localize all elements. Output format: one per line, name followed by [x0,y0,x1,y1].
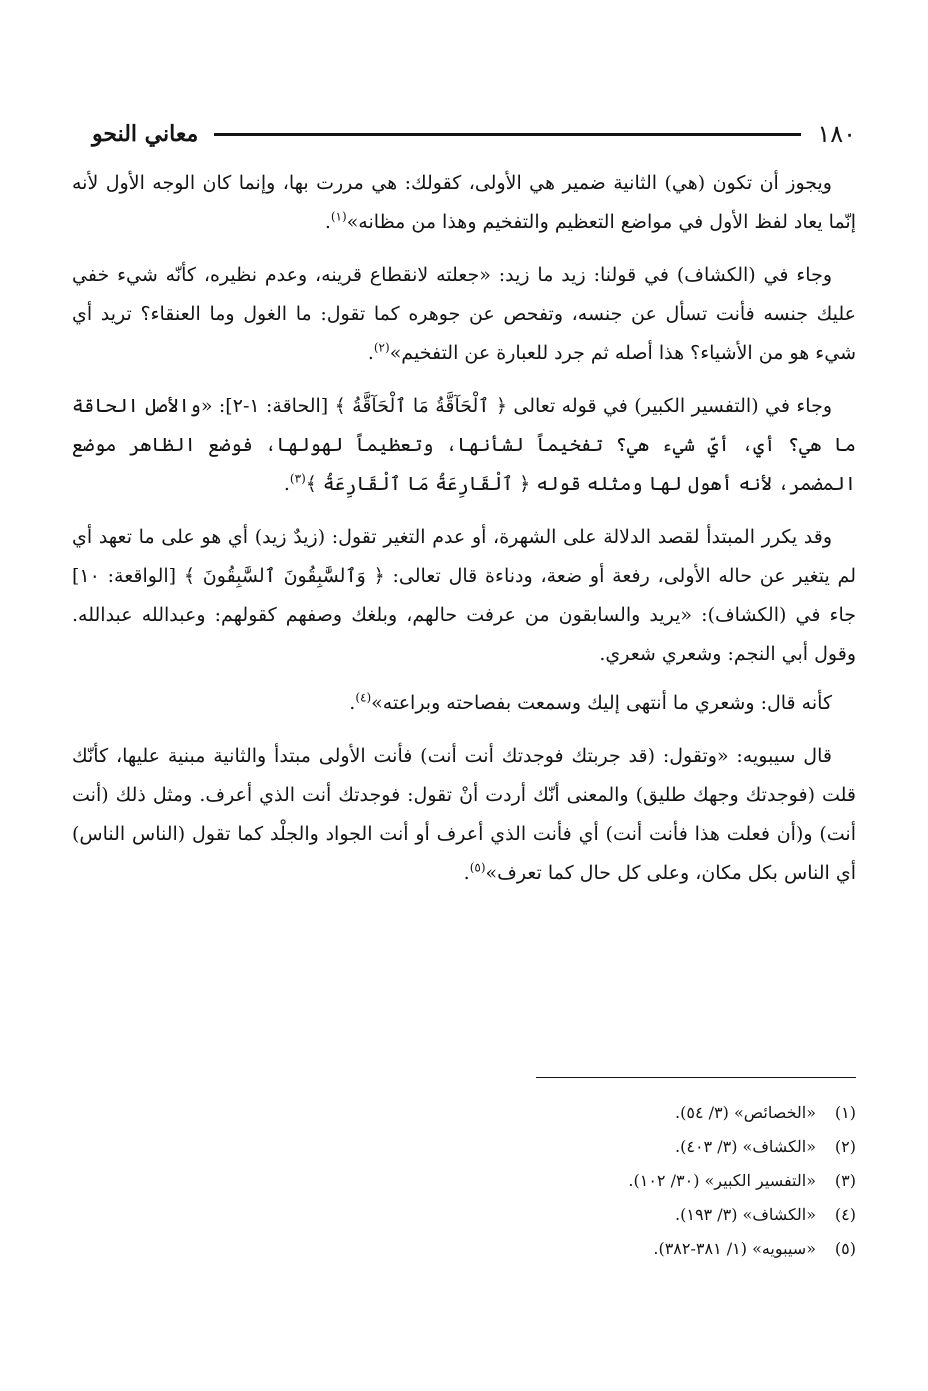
footnote-ref[interactable]: (١) [330,209,347,224]
footnote-number: (٤) [834,1205,856,1224]
paragraph: كأنه قال: وشعري ما أنتهى إليك وسمعت بفصاحته وبراعته»$^{(٤)}$. [349,690,832,714]
footnote-item [256,1096,856,1130]
paragraph: ويجوز أن تكون (هي) الثانية ضمير هي الأولى، كقولك: هي مررت بها، وإنما كان الوجه الأول لأنه إنّما يعاد لفظ الأول في مواضع التعظيم والتفخيم وهذا من مظانه»$^{(١)}$. [72,172,856,233]
paragraph: وقد يكرر المبتدأ لقصد الدلالة على الشهرة، أو عدم التغير تقول: (زيدٌ زيد) أي هو على ما تعهد أي لم يتغير عن حاله الأولى، رفعة أو ضعة، ودناءة قال تعالى: ﴿ وَٱلسَّٰبِقُونَ ٱلسَّٰبِقُونَ ﴾ [الواقعة: ١٠] جاء في (الكشاف): «يريد والسابقون من عرفت حالهم، وبلغك وصفهم كقولهم: وعبدالله عبدالله. وقول أبي النجم: وشعري شعري. [72,526,856,665]
footnote-item [256,1130,856,1164]
main-text [72,164,856,893]
footnote-number: (٥) [834,1239,856,1258]
footnote-item [256,1198,856,1232]
header-rule [214,133,801,136]
footnote-text: «التفسير الكبير» (٣٠/ ١٠٢). [628,1171,816,1190]
footnote-ref[interactable]: (٣) [289,471,306,486]
footnote-ref[interactable]: (٢) [373,340,390,355]
footnote-text: «الخصائص» (٣/ ٥٤). [675,1103,816,1122]
footnotes [256,1096,856,1266]
footnote-item [256,1232,856,1266]
page-header [92,112,856,156]
footnote-number: (٢) [834,1137,856,1156]
paragraph: قال سيبويه: «وتقول: (قد جربتك فوجدتك أنت أنت) فأنت الأولى مبتدأ والثانية مبنية عليها، كأنّك قلت (فوجدتك وجهك طليق) والمعنى أنّك أردت أنْ تقول: فوجدتك أنت الذي أعرف. ومثل ذلك (أنت أنت) و(أن فعلت هذا فأنت أنت) أي فأنت الذي أعرف أو أنت الجواد والجلْد كما تقول (الناس الناس) أي الناس بكل مكان، وعلى كل حال كما تعرف»$^{(٥)}$. [72,745,856,884]
footnote-ref[interactable]: (٥) [469,860,486,875]
footnote-item [256,1164,856,1198]
paragraph: وجاء في (الكشاف) في قولنا: زيد ما زيد: «جعلته لانقطاع قرينه، وعدم نظيره، كأنّه شيء خفي عليك جنسه فأنت تسأل عن جنسه، وتفحص عن جوهره كما تقول: ما الغول وما العنقاء؟ تريد أي شيء هو من الأشياء؟ هذا أصله ثم جرد للعبارة عن التفخيم»$^{(٢)}$. [72,264,856,364]
footnote-text: «سيبويه» (١/ ٣٨١-٣٨٢). [653,1239,816,1258]
footnote-separator [536,1077,856,1078]
footnote-number: (١) [834,1103,856,1122]
footnote-number: (٣) [834,1171,856,1190]
footnote-text: «الكشاف» (٣/ ٤٠٣). [675,1137,816,1156]
footnote-ref[interactable]: (٤) [355,690,372,705]
book-title: معاني النحو [92,121,199,147]
footnote-text: «الكشاف» (٣/ ١٩٣). [675,1205,816,1224]
page-number: ١٨٠ [817,120,856,148]
paragraph: وجاء في (التفسير الكبير) في قوله تعالى ﴿ ٱلْحَآقَّةُ مَا ٱلْحَآقَّةُ ﴾ [الحاقة: ١-٢]: «والأصل الحاقة ما هي؟ أي، أيّ شيء هي؟ تفخيماً لشأنها، وتعظيماً لهولها، فوضع الظاهر موضع المضمر، لأنه أهول لها ومثله قوله ﴿ ٱلْقَارِعَةُ مَا ٱلْقَارِعَةُ ﴾$^{(٣)}$. [72,395,856,495]
